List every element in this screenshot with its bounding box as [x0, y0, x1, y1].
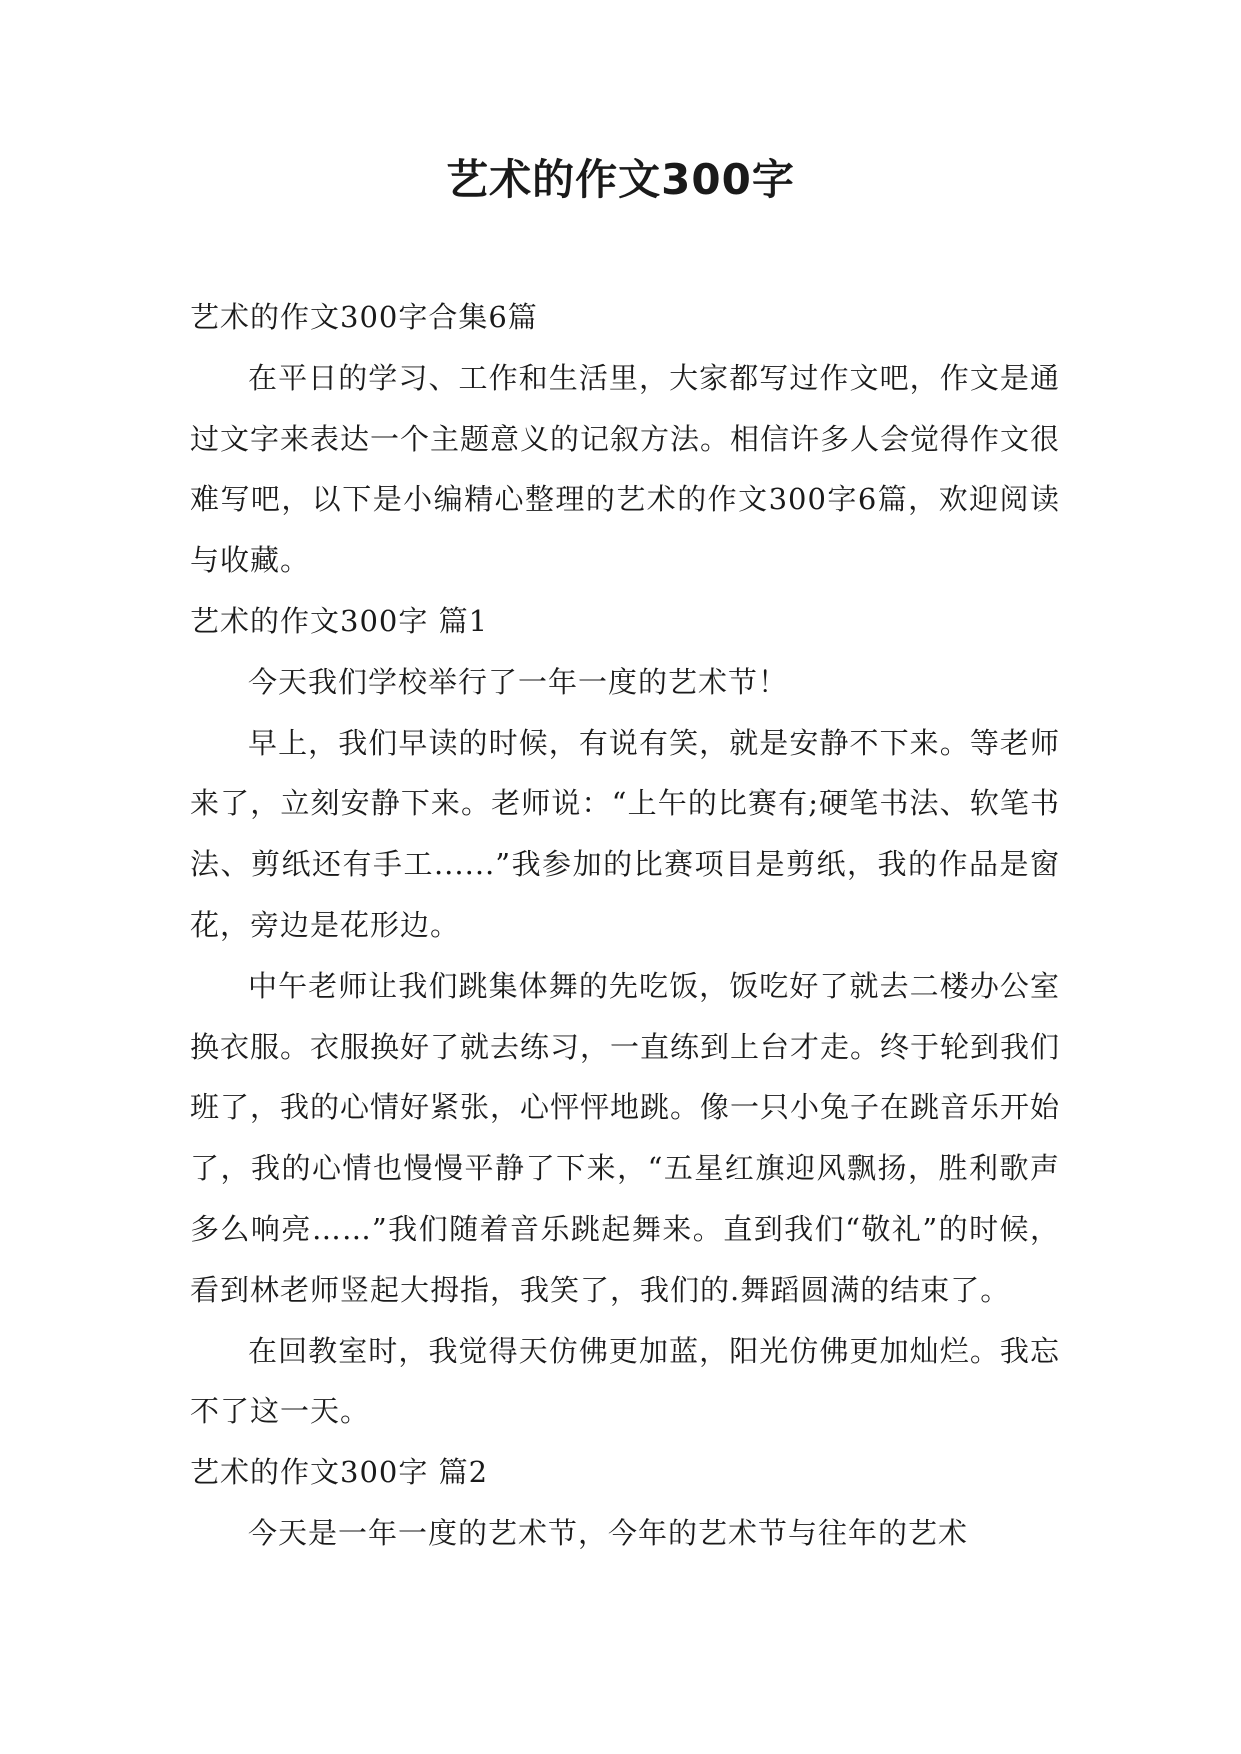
intro-paragraph: 在平日的学习、工作和生活里，大家都写过作文吧，作文是通过文字来表达一个主题意义的记叙方法。相信许多人会觉得作文很难写吧，以下是小编精心整理的艺术的作文300字6篇，欢迎阅读与收藏。 — [190, 360, 1061, 578]
article-1-paragraph: 今天我们学校举行了一年一度的艺术节！ — [248, 664, 789, 699]
article-1-heading: 艺术的作文300字 篇1 — [190, 603, 489, 638]
article-2-heading: 艺术的作文300字 篇2 — [190, 1455, 489, 1490]
document-title: 艺术的作文300字 — [446, 155, 795, 204]
article-1-paragraph: 在回教室时，我觉得天仿佛更加蓝，阳光仿佛更加灿烂。我忘不了这一天。 — [190, 1333, 1060, 1429]
collection-heading: 艺术的作文300字合集6篇 — [190, 300, 538, 334]
article-1-paragraph: 早上，我们早读的时候，有说有笑，就是安静不下来。等老师来了，立刻安静下来。老师说：“上午的比赛有;硬笔书法、软笔书法、剪纸还有手工......”我参加的比赛项目是剪纸，我的作品是窗花，旁边是花形边。 — [190, 725, 1060, 942]
article-2-paragraph: 今天是一年一度的艺术节，今年的艺术节与往年的艺术 — [248, 1515, 969, 1550]
document-body — [190, 287, 1060, 1564]
article-1-paragraph: 中午老师让我们跳集体舞的先吃饭，饭吃好了就去二楼办公室换衣服。衣服换好了就去练习，一直练到上台才走。终于轮到我们班了，我的心情好紧张，心怦怦地跳。像一只小兔子在跳音乐开始了，我的心情也慢慢平静了下来，“五星红旗迎风飘扬，胜利歌声多么响亮……”我们随着音乐跳起舞来。直到我们“敬礼”的时候，看到林老师竖起大拇指，我笑了，我们的.舞蹈圆满的结束了。 — [190, 968, 1061, 1307]
